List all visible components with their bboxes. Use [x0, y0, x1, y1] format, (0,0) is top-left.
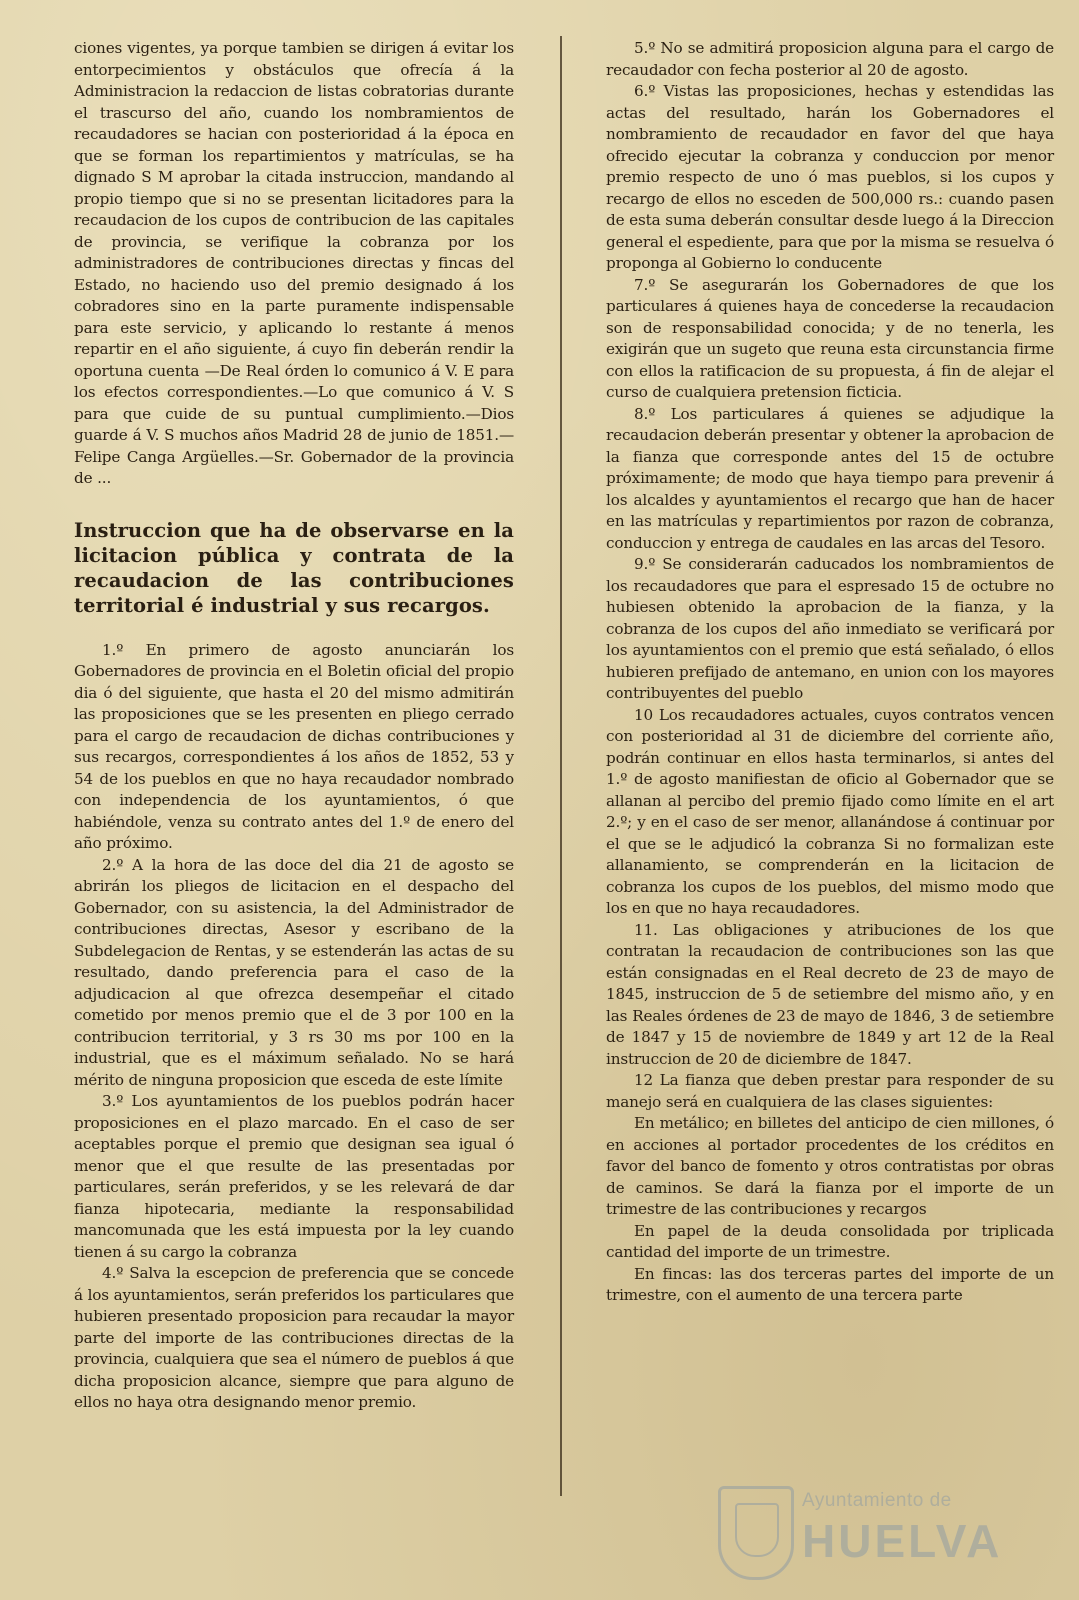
article-6: 6.º Vistas las proposiciones, hechas y estendidas las actas del resultado, harán los Gobernadores el nombramiento de recaudador en favor del que haya ofrecido ejecutar la cobranza y conduccion por menor premio respecto de uno ó mas pueblos, si los cupos y recargo de ellos no esceden de 500,000 rs.: cuando pasen de esta suma deberán consultar desde luego á la Direccion general el espediente, para que por la misma se resuelva ó proponga al Gobierno lo conducente	[606, 82, 1054, 272]
article-3: 3.º Los ayuntamientos de los pueblos podrán hacer proposiciones en el plazo marcado. En el caso de ser aceptables porque el premio que designan sea igual ó menor que el que resulte de las presentadas por particulares, serán preferidos, y se les relevará de dar fianza hipotecaria, mediante la responsabilidad mancomunada que les está impuesta por la ley cuando tienen á su cargo la cobranza	[74, 1092, 514, 1261]
instruction-heading: Instruccion que ha de observarse en la licitacion pública y contrata de la recaudacion de las contribuciones territorial é industrial y sus recargos.	[74, 518, 514, 617]
article-10: 10 Los recaudadores actuales, cuyos contratos vencen con posterioridad al 31 de diciembre del corriente año, podrán continuar en ellos hasta terminarlos, si antes del 1.º de agosto manifiestan de oficio al Gobernador que se allanan al percibo del premio fijado como límite en el art 2.º; y en el caso de ser menor, allanándose á continuar por el que se le adjudicó la cobranza Si no formalizan este allanamiento, se comprenderán en la licitacion de cobranza los cupos de los pueblos, del mismo modo que los en que no haya recaudadores.	[606, 705, 1054, 917]
watermark-line2: HUELVA	[802, 1515, 1003, 1567]
coat-of-arms-icon	[718, 1486, 794, 1580]
guarantee-debt: En papel de la deuda consolidada por triplicada cantidad del importe de un trimestre.	[606, 1221, 1054, 1261]
left-column	[74, 38, 514, 1414]
article-8: 8.º Los particulares á quienes se adjudique la recaudacion deberán presentar y obtener la aprobacion de la fianza que corresponde antes del 15 de octubre próximamente; de modo que haya tiempo para prevenir á los alcaldes y ayuntamientos el recargo que han de hacer en las matrículas y repartimientos por razon de cobranza, conduccion y entrega de caudales en las arcas del Tesoro.	[606, 404, 1054, 552]
article-4: 4.º Salva la escepcion de preferencia que se concede á los ayuntamientos, serán preferidos los particulares que hubieren presentado proposicion para recaudar la mayor parte del importe de las contribuciones directas de la provincia, cualquiera que sea el número de pueblos á que dicha proposicion alcance, siempre que para alguno de ellos no haya otra designando menor premio.	[74, 1264, 514, 1411]
archive-watermark	[718, 1478, 1018, 1588]
article-5: 5.º No se admitirá proposicion alguna para el cargo de recaudador con fecha posterior al 20 de agosto.	[606, 39, 1054, 79]
guarantee-property: En fincas: las dos terceras partes del importe de un trimestre, con el aumento de una tercera parte	[606, 1264, 1054, 1304]
article-2: 2.º A la hora de las doce del dia 21 de agosto se abrirán los pliegos de licitacion en el despacho del Gobernador, con su asistencia, la del Administrador de contribuciones directas, Asesor y escribano de la Subdelegacion de Rentas, y se estenderán las actas de su resultado, dando preferencia para el caso de la adjudicacion al que ofrezca desempeñar el citado cometido por menos premio que el de 3 por 100 en la contribucion territorial, y 3 rs 30 ms por 100 en la industrial, que es el máximum señalado. No se hará mérito de ninguna proposicion que esceda de este límite	[74, 855, 514, 1089]
article-7: 7.º Se asegurarán los Gobernadores de que los particulares á quienes haya de concederse la recaudacion son de responsabilidad conocida; y de no tenerla, les exigirán que un sugeto que reuna esta circunstancia firme con ellos la ratificacion de su propuesta, á fin de alejar el curso de cualquiera pretension ficticia.	[606, 275, 1054, 401]
watermark-line1: Ayuntamiento de	[802, 1490, 952, 1511]
intro-paragraph: ciones vigentes, ya porque tambien se dirigen á evitar los entorpecimientos y obstáculos que ofrecía á la Administracion la redaccion de listas cobratorias durante el trascurso del año, cuando los nombramientos de recaudadores se hacian con posterioridad á la época en que se forman los repartimientos y matrículas, se ha dignado S M aprobar la citada instruccion, mandando al propio tiempo que si no se presentan licitadores para la recaudacion de los cupos de contribucion de las capitales de provincia, se verifique la cobranza por los administradores de contribuciones directas y fincas del Estado, no haciendo uso del premio designado á los cobradores sino en la parte puramente indispensable para este servicio, y aplicando lo restante á menos repartir en el año siguiente, á cuyo fin deberán rendir la oportuna cuenta —De Real órden lo comunico á V. E para los efectos correspondientes.—Lo que comunico á V. S para que cuide de su puntual cumplimiento.—Dios guarde á V. S muchos años Madrid 28 de junio de 1851.—Felipe Canga Argüelles.—Sr. Gobernador de la provincia de ...	[74, 39, 514, 487]
right-column	[606, 38, 1054, 1307]
article-1: 1.º En primero de agosto anunciarán los Gobernadores de provincia en el Boletin oficial del propio dia ó del siguiente, que hasta el 20 del mismo admitirán las proposiciones que se les presenten en pliego cerrado para el cargo de recaudacion de dichas contribuciones y sus recargos, correspondientes á los años de 1852, 53 y 54 de los pueblos en que no haya recaudador nombrado con independencia de los ayuntamientos, ó que habiéndole, venza su contrato antes del 1.º de enero del año próximo.	[74, 640, 514, 852]
column-divider	[560, 36, 562, 1496]
guarantee-cash: En metálico; en billetes del anticipo de cien millones, ó en acciones al portador procedentes de los créditos en favor del banco de fomento y otros contratistas por obras de caminos. Se dará la fianza por el importe de un trimestre de las contribuciones y recargos	[606, 1114, 1054, 1218]
article-12: 12 La fianza que deben prestar para responder de su manejo será en cualquiera de las clases siguientes:	[606, 1071, 1054, 1111]
article-11: 11. Las obligaciones y atribuciones de los que contratan la recaudacion de contribuciones son las que están consignadas en el Real decreto de 23 de mayo de 1845, instruccion de 5 de setiembre del mismo año, y en las Reales órdenes de 23 de mayo de 1846, 3 de setiembre de 1847 y 15 de noviembre de 1849 y art 12 de la Real instruccion de 20 de diciembre de 1847.	[606, 920, 1054, 1068]
article-9: 9.º Se considerarán caducados los nombramientos de los recaudadores que para el espresado 15 de octubre no hubiesen obtenido la aprobacion de la fianza, y la cobranza de los cupos del año inmediato se verificará por los ayuntamientos con el premio que está señalado, ó ellos hubieren prefijado de antemano, en union con los mayores contribuyentes del pueblo	[606, 555, 1054, 702]
